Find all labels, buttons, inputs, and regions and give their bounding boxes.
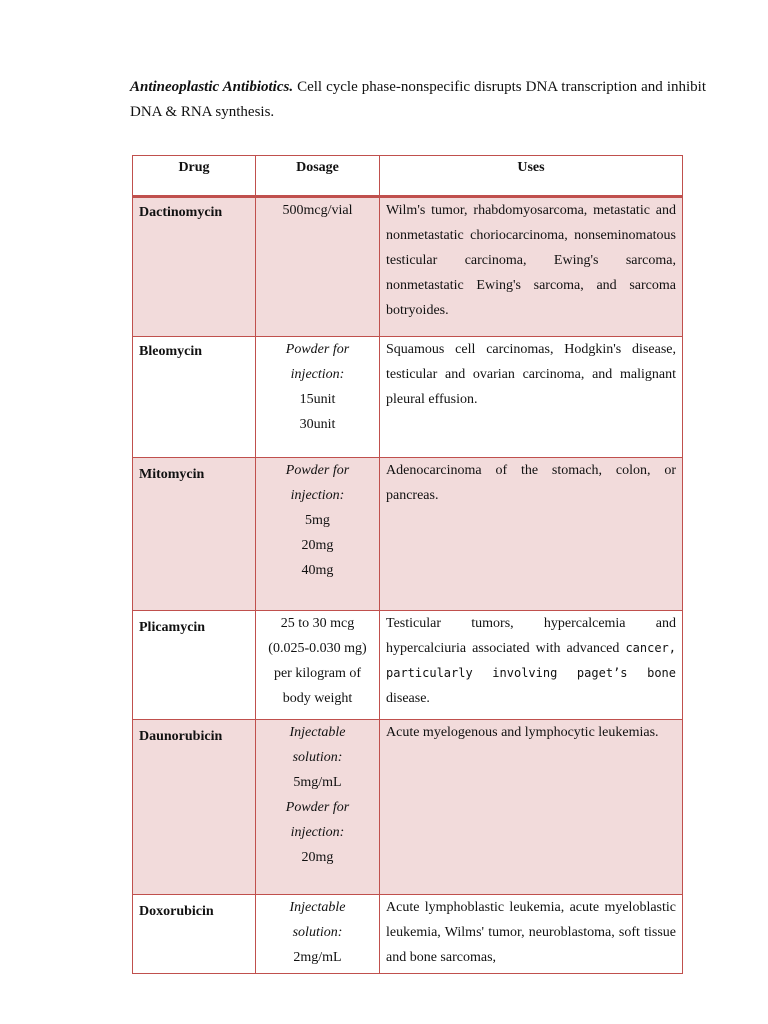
- table-header-row: [133, 156, 683, 197]
- drug-uses: Squamous cell carcinomas, Hodgkin's disease, testicular and ovarian carcinoma, and malignant pleural effusion.: [380, 337, 683, 458]
- drug-name: Mitomycin: [133, 458, 256, 611]
- drug-dosage: [256, 458, 380, 611]
- dosage-line: injection:: [290, 488, 345, 503]
- dosage-line: Powder for: [285, 463, 350, 478]
- antibiotics-table: [132, 155, 683, 974]
- dosage-line: 2mg/mL: [293, 950, 342, 965]
- intro-paragraph: [130, 75, 706, 125]
- dosage-line: 30unit: [299, 417, 336, 432]
- dosage-line: 5mg: [305, 513, 330, 528]
- dosage-line: 20mg: [301, 850, 334, 865]
- dosage-line: Injectable: [289, 725, 346, 740]
- dosage-line: 15unit: [299, 392, 336, 407]
- drug-name: Dactinomycin: [133, 197, 256, 337]
- dosage-line: 5mg/mL: [293, 775, 342, 790]
- uses-text: disease.: [386, 691, 430, 706]
- drug-name: Bleomycin: [133, 337, 256, 458]
- uses-text: Testicular tumors, hypercalcemia and hypercalciuria associated with advanced: [386, 616, 676, 656]
- table-row: [133, 197, 683, 337]
- drug-dosage: [256, 895, 380, 974]
- drug-name: Plicamycin: [133, 611, 256, 720]
- dosage-line: 40mg: [301, 563, 334, 578]
- header-uses: Uses: [380, 156, 683, 197]
- section-lead: Antineoplastic Antibiotics.: [130, 79, 294, 95]
- section-description: Cell cycle phase-nonspecific disrupts DNA transcription and inhibit DNA & RNA synthesis.: [130, 79, 706, 120]
- dosage-line: injection:: [290, 367, 345, 382]
- drug-uses: Acute myelogenous and lymphocytic leukemias.: [380, 720, 683, 895]
- drug-dosage: [256, 720, 380, 895]
- drug-dosage: [256, 197, 380, 337]
- dosage-line: solution:: [292, 750, 343, 765]
- dosage-line: 20mg: [301, 538, 334, 553]
- drug-dosage: [256, 337, 380, 458]
- dosage-line: Injectable: [289, 900, 346, 915]
- dosage-line: 500mcg/vial: [282, 203, 353, 218]
- table-row: [133, 337, 683, 458]
- table-row: [133, 458, 683, 611]
- dosage-line: (0.025-0.030 mg): [268, 641, 367, 656]
- drug-uses: Wilm's tumor, rhabdomyosarcoma, metastatic and nonmetastatic choriocarcinoma, nonseminomatous testicular carcinoma, Ewing's sarcoma, nonmetastatic Ewing's sarcoma, and sarcoma botryoides.: [380, 197, 683, 337]
- dosage-line: body weight: [282, 691, 353, 706]
- drug-name: Doxorubicin: [133, 895, 256, 974]
- drug-uses: Acute lymphoblastic leukemia, acute myeloblastic leukemia, Wilms' tumor, neuroblastoma, soft tissue and bone sarcomas,: [380, 895, 683, 974]
- header-drug: Drug: [133, 156, 256, 197]
- drug-name: Daunorubicin: [133, 720, 256, 895]
- dosage-line: Powder for: [285, 342, 350, 357]
- table-row: [133, 895, 683, 974]
- dosage-line: Powder for: [285, 800, 350, 815]
- dosage-line: 25 to 30 mcg: [280, 616, 355, 631]
- dosage-line: per kilogram of: [273, 666, 362, 681]
- drug-uses: Adenocarcinoma of the stomach, colon, or pancreas.: [380, 458, 683, 611]
- drug-uses: [380, 611, 683, 720]
- drug-dosage: [256, 611, 380, 720]
- dosage-line: solution:: [292, 925, 343, 940]
- header-dosage: Dosage: [256, 156, 380, 197]
- dosage-line: injection:: [290, 825, 345, 840]
- uses-text: cancer, particularly involving paget’s bone: [386, 641, 677, 680]
- table-row: [133, 611, 683, 720]
- table-row: [133, 720, 683, 895]
